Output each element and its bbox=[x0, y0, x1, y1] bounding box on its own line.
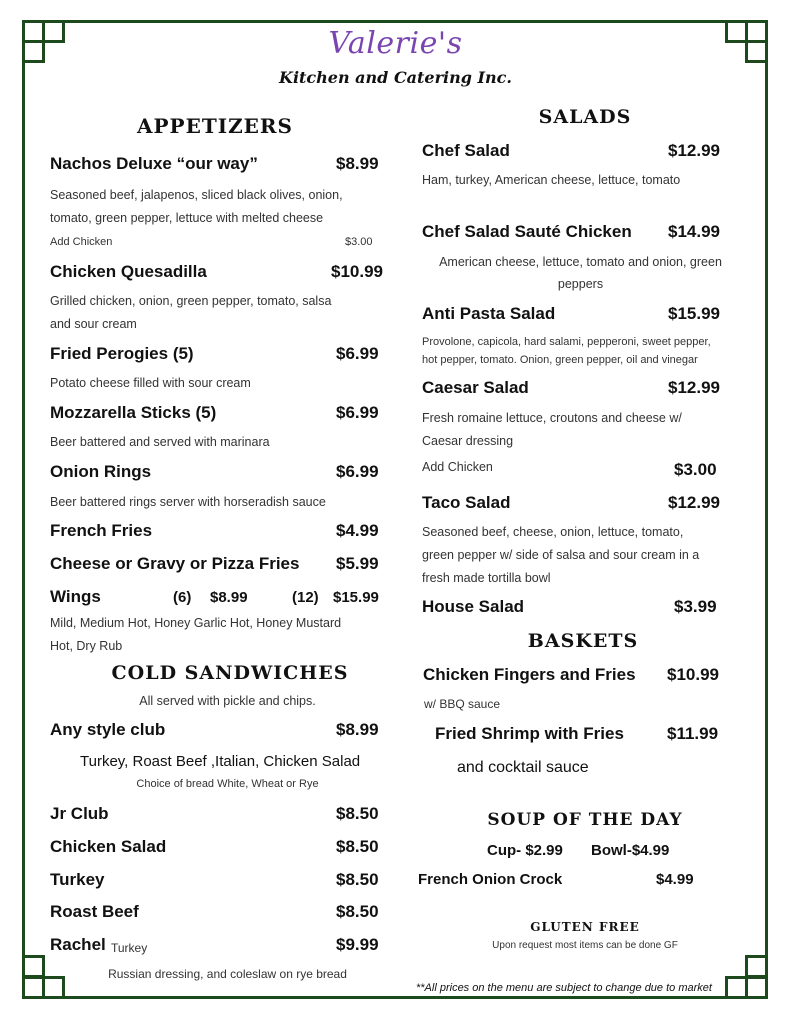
price-disclaimer: **All prices on the menu are subject to change due to market bbox=[416, 982, 712, 994]
corner-square bbox=[745, 955, 768, 978]
brand-subtitle: Kitchen and Catering Inc. bbox=[279, 68, 512, 87]
section-title-baskets: BASKETS bbox=[527, 630, 639, 652]
gluten-free-note: Upon request most items can be done GF bbox=[492, 940, 678, 951]
soup-bowl-price: Bowl-$4.99 bbox=[591, 842, 670, 859]
section-title-appetizers: APPETIZERS bbox=[137, 114, 293, 138]
section-title-gluten-free: GLUTEN FREE bbox=[530, 920, 640, 934]
section-title-soup: SOUP OF THE DAY bbox=[487, 810, 683, 830]
soup-cup-price: Cup- $2.99 bbox=[487, 842, 563, 859]
corner-square bbox=[745, 976, 768, 999]
corner-square bbox=[22, 955, 45, 978]
brand-logo: Valerie's bbox=[328, 26, 463, 61]
soup-crock-price: $4.99 bbox=[656, 871, 694, 888]
cold-sandwiches-note: All served with pickle and chips. bbox=[139, 694, 316, 708]
section-title-cold-sandwiches: COLD SANDWICHES bbox=[111, 662, 349, 684]
soup-crock-name: French Onion Crock bbox=[418, 871, 563, 888]
section-title-salads: SALADS bbox=[538, 106, 632, 128]
